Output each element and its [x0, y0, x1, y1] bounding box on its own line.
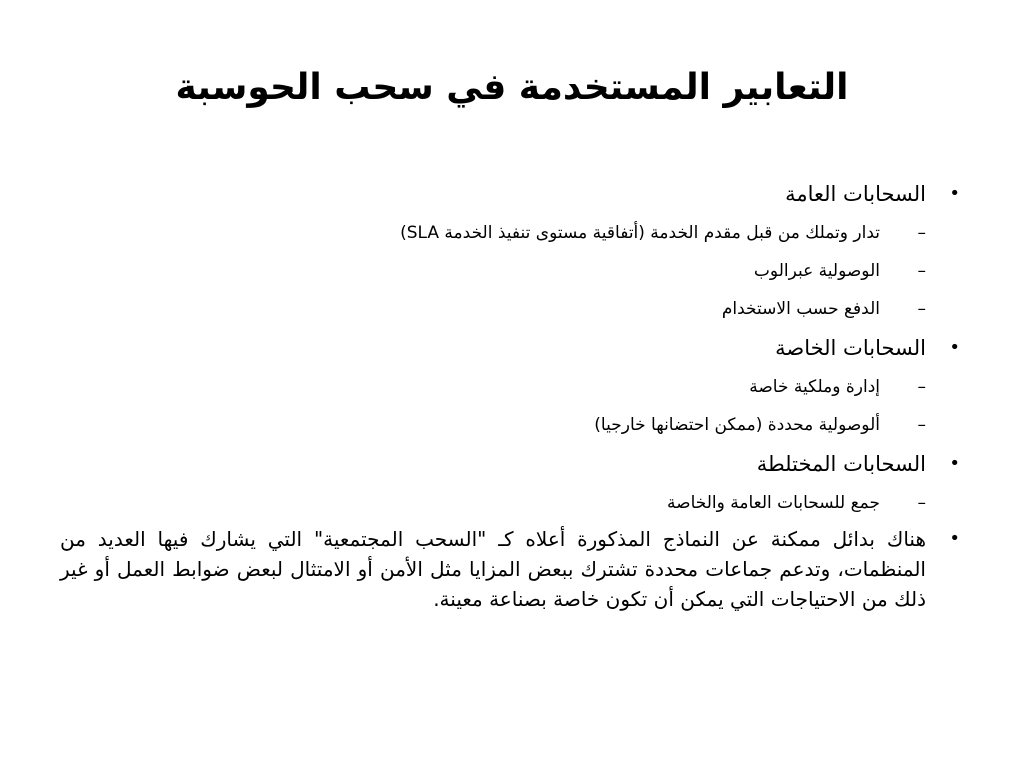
sub-bullet-text: جمع للسحابات العامة والخاصة — [667, 493, 880, 513]
dash-marker: – — [917, 299, 926, 319]
dash-marker: – — [917, 493, 926, 513]
bullet-marker: • — [949, 337, 960, 358]
slide-title: التعابير المستخدمة في سحب الحوسبة — [175, 67, 849, 108]
sub-bullet-text: إدارة وملكية خاصة — [749, 377, 880, 397]
dash-marker: – — [917, 377, 926, 397]
bullet-marker: • — [949, 183, 960, 204]
sub-bullet-text: تدار وتملك من قبل مقدم الخدمة (أتفاقية مستوى تنفيذ الخدمة SLA) — [400, 223, 880, 243]
dash-marker: – — [917, 223, 926, 243]
sub-bullet — [60, 484, 966, 522]
dash-marker: – — [917, 415, 926, 435]
sub-bullet-text: ألوصولية محددة (ممكن احتضانها خارجيا) — [594, 415, 880, 435]
bullet-marker: • — [949, 453, 960, 474]
bullet-marker: • — [949, 528, 960, 549]
bullet-heading: السحابات العامة — [785, 182, 926, 206]
paragraph-text: هناك بدائل ممكنة عن النماذج المذكورة أعلاه كـ "السحب المجتمعية" التي يشارك فيها العديد من المنظمات، وتدعم جماعات محددة تشترك ببعض المزايا مثل الأمن أو الامتثال لبعض ضوابط العمل أو غير ذلك من الاحتياجات التي يمكن أن تكون خاصة بصناعة معينة. — [60, 527, 926, 611]
sub-bullet — [60, 290, 966, 328]
sub-bullet-text: الدفع حسب الاستخدام — [721, 299, 880, 319]
sub-bullet — [60, 214, 966, 252]
bullet-heading: السحابات الخاصة — [775, 336, 926, 360]
dash-marker: – — [917, 261, 926, 281]
slide-content — [60, 174, 966, 614]
bullet-community-clouds-paragraph — [60, 524, 966, 614]
sub-bullet — [60, 406, 966, 444]
sub-bullet — [60, 368, 966, 406]
bullet-list — [60, 174, 966, 614]
sub-bullet — [60, 252, 966, 290]
sub-bullet-text: الوصولية عبرالوب — [753, 261, 880, 281]
bullet-private-clouds — [60, 328, 966, 368]
bullet-heading: السحابات المختلطة — [756, 452, 926, 476]
bullet-public-clouds — [60, 174, 966, 214]
bullet-hybrid-clouds — [60, 444, 966, 484]
